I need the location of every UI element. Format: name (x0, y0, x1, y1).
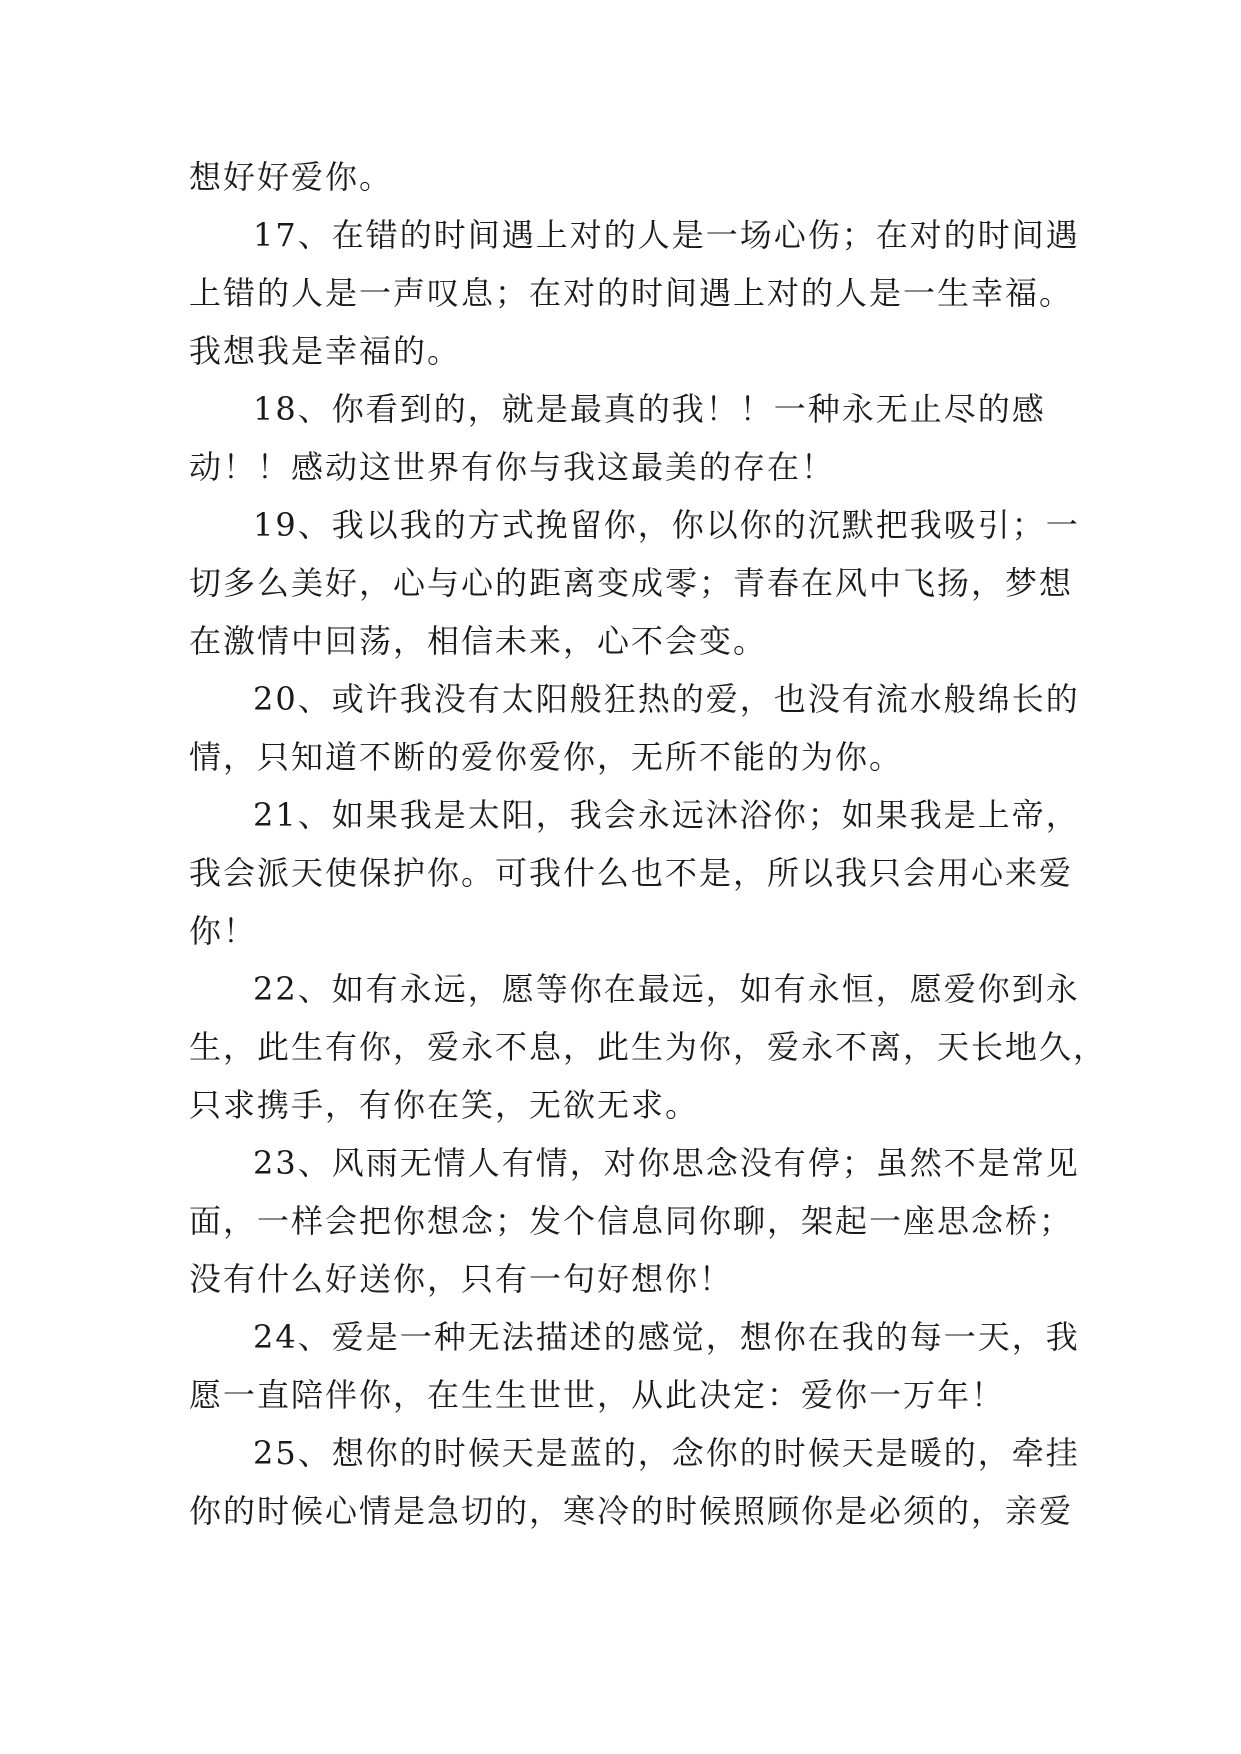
paragraph-21-line-2: 我会派天使保护你。可我什么也不是，所以我只会用心来爱 (189, 854, 1074, 892)
paragraph-21-line-3: 你！ (189, 912, 258, 950)
paragraph-22-line-1: 22、如有永远，愿等你在最远，如有永恒，愿爱你到永 (253, 970, 1080, 1008)
paragraph-22-line-3: 只求携手，有你在笑，无欲无求。 (189, 1086, 700, 1124)
paragraph-18-line-1: 18、你看到的，就是最真的我！！一种永无止尽的感 (253, 390, 1046, 428)
document-body (189, 148, 1108, 1540)
paragraph-23-line-1: 23、风雨无情人有情，对你思念没有停；虽然不是常见 (253, 1144, 1080, 1182)
paragraph-22-line-2: 生，此生有你，爱永不息，此生为你，爱永不离，天长地久， (189, 1028, 1108, 1066)
paragraph-17-line-2: 上错的人是一声叹息；在对的时间遇上对的人是一生幸福。 (189, 274, 1074, 312)
paragraph-17-line-1: 17、在错的时间遇上对的人是一场心伤；在对的时间遇 (253, 216, 1080, 254)
paragraph-19-line-1: 19、我以我的方式挽留你，你以你的沉默把我吸引；一 (253, 506, 1080, 544)
paragraph-18-line-2: 动！！感动这世界有你与我这最美的存在！ (189, 448, 836, 486)
paragraph-20-line-2: 情，只知道不断的爱你爱你，无所不能的为你。 (189, 738, 904, 776)
paragraph-24-line-1: 24、爱是一种无法描述的感觉，想你在我的每一天，我 (253, 1318, 1080, 1356)
paragraph-23-line-3: 没有什么好送你，只有一句好想你！ (189, 1260, 734, 1298)
paragraph-25-line-1: 25、想你的时候天是蓝的，念你的时候天是暖的，牵挂 (253, 1434, 1080, 1472)
paragraph-19-line-3: 在激情中回荡，相信未来，心不会变。 (189, 622, 768, 660)
paragraph-23-line-2: 面，一样会把你想念；发个信息同你聊，架起一座思念桥； (189, 1202, 1074, 1240)
paragraph-19-line-2: 切多么美好，心与心的距离变成零；青春在风中飞扬，梦想 (189, 564, 1074, 602)
paragraph-21-line-1: 21、如果我是太阳，我会永远沐浴你；如果我是上帝， (253, 796, 1080, 834)
text-line: 想好好爱你。 (189, 158, 394, 196)
paragraph-17-line-3: 我想我是幸福的。 (189, 332, 462, 370)
paragraph-20-line-1: 20、或许我没有太阳般狂热的爱，也没有流水般绵长的 (253, 680, 1080, 718)
paragraph-24-line-2: 愿一直陪伴你，在生生世世，从此决定：爱你一万年！ (189, 1376, 1006, 1414)
paragraph-25-line-2: 你的时候心情是急切的，寒冷的时候照顾你是必须的，亲爱 (189, 1492, 1074, 1530)
